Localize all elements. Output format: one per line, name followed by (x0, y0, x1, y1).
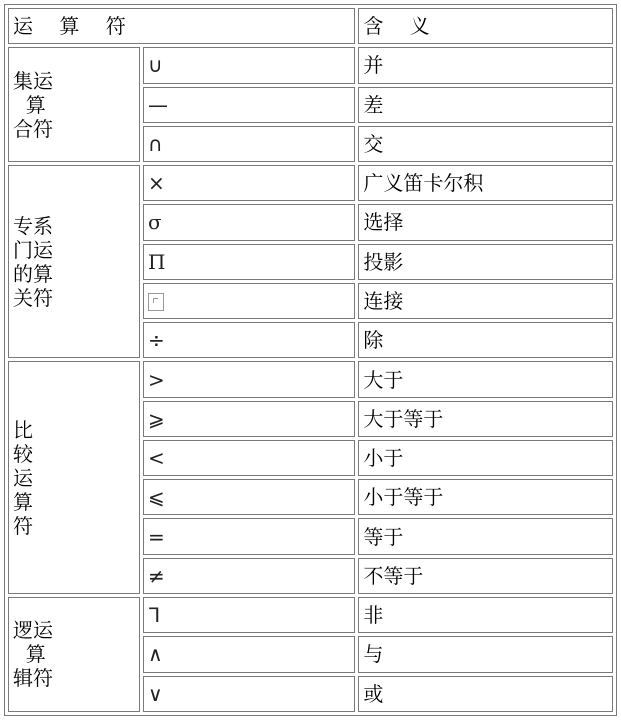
operator-symbol: < (143, 440, 355, 476)
header-row (8, 8, 613, 44)
operator-symbol: ∧ (143, 636, 355, 672)
operator-meaning: 小于等于 (358, 479, 613, 515)
operator-symbol: — (143, 87, 355, 123)
operator-meaning: 等于 (358, 518, 613, 554)
operator-meaning: 选择 (358, 204, 613, 240)
operator-meaning: 或 (358, 676, 613, 712)
group-label-relational: 专系 门运 的算 关符 (8, 165, 140, 358)
header-meaning: 含 义 (358, 8, 613, 44)
table-row (8, 47, 613, 83)
operator-symbol: σ (143, 204, 355, 240)
operator-symbol: ∪ (143, 47, 355, 83)
operator-symbol: ᒣ (143, 597, 355, 633)
operator-symbol-join (143, 283, 355, 319)
table-row (8, 361, 613, 397)
operator-symbol: ⩾ (143, 401, 355, 437)
operator-meaning: 大于 (358, 361, 613, 397)
operator-symbol: = (143, 518, 355, 554)
operator-meaning: 差 (358, 87, 613, 123)
operator-meaning: 不等于 (358, 558, 613, 594)
operator-symbol: Π (143, 244, 355, 280)
operator-symbol: × (143, 165, 355, 201)
operator-meaning: 与 (358, 636, 613, 672)
operator-symbol: ∨ (143, 676, 355, 712)
operator-symbol: ∩ (143, 126, 355, 162)
operator-meaning: 除 (358, 322, 613, 358)
header-operator: 运 算 符 (8, 8, 355, 44)
operator-meaning: 小于 (358, 440, 613, 476)
operator-meaning: 并 (358, 47, 613, 83)
group-label-set: 集运 算 合符 (8, 47, 140, 162)
operator-symbol: > (143, 361, 355, 397)
operator-meaning: 投影 (358, 244, 613, 280)
table-row (8, 597, 613, 633)
operator-meaning: 广义笛卡尔积 (358, 165, 613, 201)
table-row (8, 165, 613, 201)
operator-table (4, 4, 617, 716)
operator-symbol: ⩽ (143, 479, 355, 515)
operator-meaning: 大于等于 (358, 401, 613, 437)
operator-symbol: ≠ (143, 558, 355, 594)
group-label-comparison: 比 较 运 算 符 (8, 361, 140, 594)
operator-meaning: 非 (358, 597, 613, 633)
operator-meaning: 交 (358, 126, 613, 162)
join-icon (148, 293, 164, 311)
group-label-logical: 逻运 算 辑符 (8, 597, 140, 712)
operator-meaning: 连接 (358, 283, 613, 319)
operator-symbol: ÷ (143, 322, 355, 358)
